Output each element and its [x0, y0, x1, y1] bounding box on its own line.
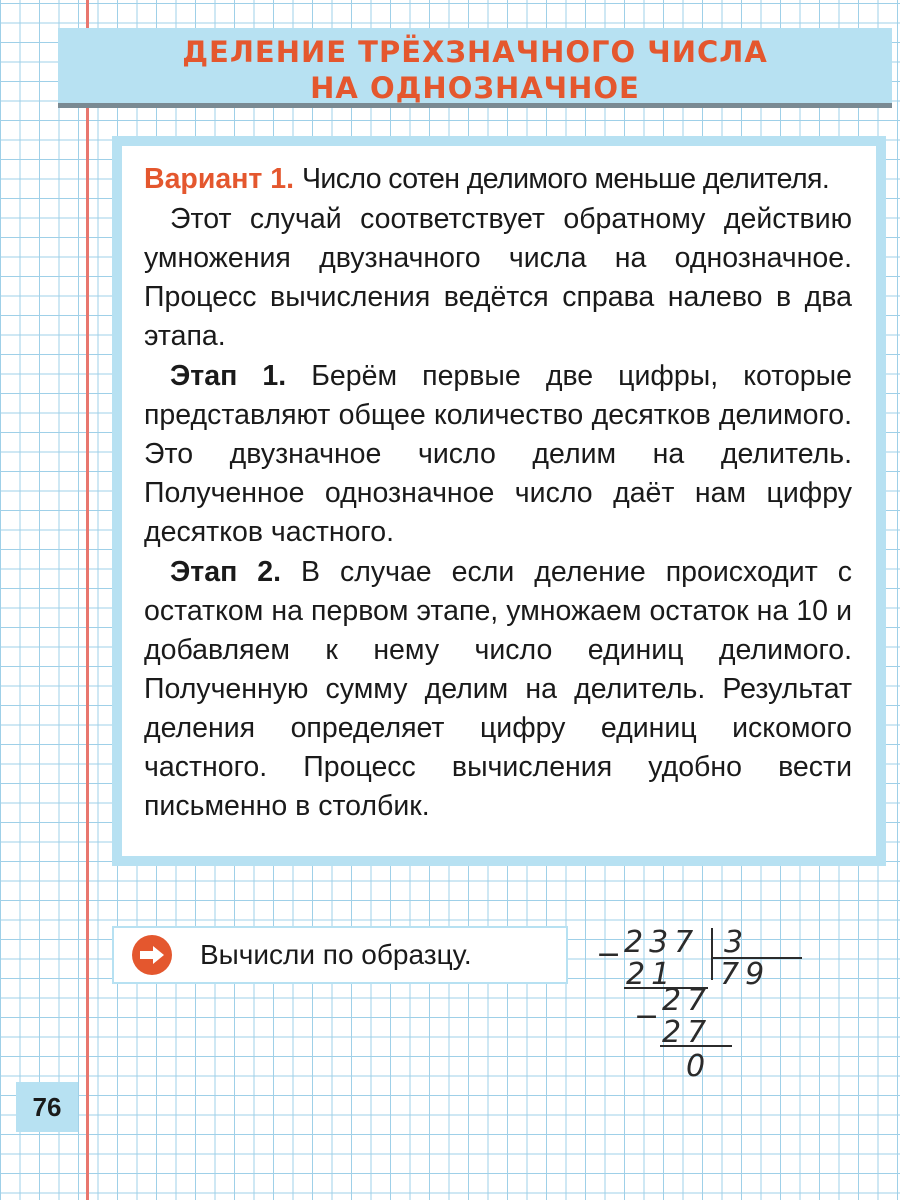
remainder: 0: [686, 1049, 706, 1084]
stage1-label: Этап 1.: [170, 360, 287, 392]
minus-sign-1: −: [596, 937, 622, 972]
first-subtrahend: 21: [626, 957, 677, 992]
quotient: 79: [720, 957, 771, 992]
divisor: 3: [724, 925, 744, 960]
page-title-line-2: НА ОДНОЗНАЧНОЕ: [310, 71, 640, 105]
stage2-paragraph: [144, 553, 852, 826]
task-text: Вычисли по образцу.: [200, 939, 472, 970]
page-number: 76: [16, 1082, 78, 1132]
minus-sign-2: −: [634, 999, 660, 1034]
intro-paragraph: [144, 200, 852, 356]
long-division-example: [590, 918, 820, 1088]
variant-label: Вариант 1.: [144, 163, 295, 195]
stage1-paragraph: [144, 357, 852, 552]
variant-paragraph: [144, 160, 852, 199]
stage1-text: Берём первые две цифры, которые представляют общее количество десятков делимого. Это двузначное число делим на делитель. Полученное однозначное число даёт нам цифру десятков частного.: [144, 360, 852, 548]
variant-text: Число сотен делимого меньше делителя.: [302, 163, 830, 195]
dividend: 237: [624, 925, 700, 960]
stage2-text: В случае если деление происходит с остатком на первом этапе, умножаем остаток на 10 и добавляем к нему число единиц делимого. Полученную сумму делим на делитель. Результат деления определяет цифру единиц искомого частного. Процесс вычисления удобно вести письменно в столбик.: [144, 556, 852, 822]
partial-dividend: 27: [662, 983, 713, 1018]
stage2-label: Этап 2.: [170, 556, 282, 588]
title-banner: [58, 28, 892, 108]
task-box: [112, 926, 568, 984]
second-subtrahend: 27: [662, 1015, 713, 1050]
rule-content: [122, 146, 876, 856]
intro-text: Этот случай соответствует обратному действию умножения двузначного числа на однозначное. Процесс вычисления ведётся справа налево в два этапа.: [144, 203, 852, 352]
page-title-line-1: ДЕЛЕНИЕ ТРЁХЗНАЧНОГО ЧИСЛА: [182, 35, 768, 69]
arrow-right-icon: [132, 935, 172, 975]
rule-box: [112, 136, 886, 866]
margin-line: [86, 0, 89, 1200]
